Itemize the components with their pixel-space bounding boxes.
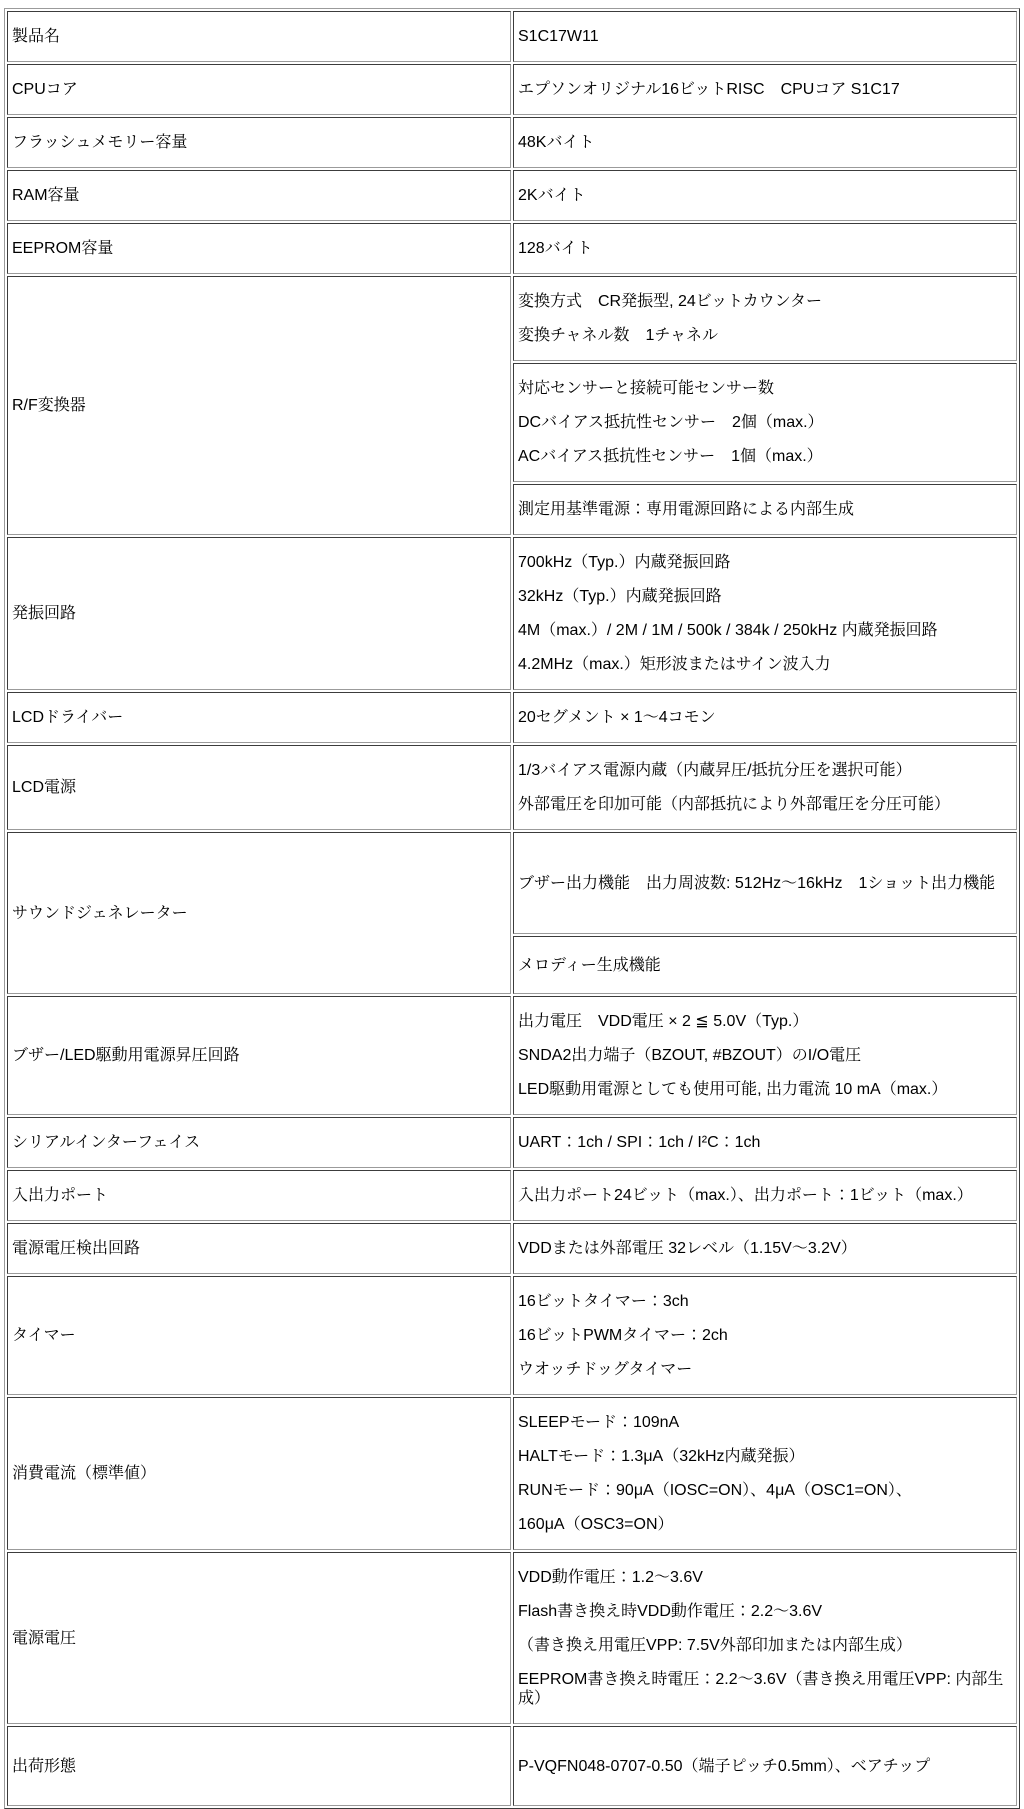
spec-label: CPUコア (12, 81, 78, 98)
spec-value-line: P-VQFN048-0707-0.50（端子ピッチ0.5mm）、ベアチップ (518, 1757, 931, 1775)
spec-label: 入出力ポート (12, 1187, 109, 1204)
spec-label: 製品名 (12, 28, 61, 45)
spec-value-line: VDD動作電圧：1.2～3.6V (518, 1569, 703, 1586)
spec-row (7, 692, 1017, 743)
spec-value-line: SNDA2出力端子（BZOUT, #BZOUT）のI/O電圧 (518, 1047, 862, 1064)
spec-value-line: 16ビットPWMタイマー：2ch (518, 1327, 728, 1344)
spec-label-cell (7, 11, 511, 62)
spec-row (7, 537, 1017, 690)
spec-label: 電源電圧 (12, 1629, 77, 1647)
spec-value-cell (513, 692, 1017, 743)
spec-label: フラッシュメモリー容量 (12, 134, 188, 151)
spec-value-cell (513, 363, 1017, 482)
spec-label-cell (7, 1552, 511, 1724)
spec-value-cell (513, 276, 1017, 361)
spec-value-line: RUNモード：90μA（IOSC=ON）、4μA（OSC1=ON）、 (518, 1482, 912, 1499)
spec-value-line: 外部電圧を印加可能（内部抵抗により外部電圧を分圧可能） (518, 796, 951, 813)
spec-row (7, 996, 1017, 1115)
spec-label-cell (7, 276, 511, 535)
spec-value-line: EEPROM書き換え時電圧：2.2～3.6V（書き換え用電圧VPP: 内部生成） (518, 1671, 1004, 1707)
spec-value-line: 2Kバイト (518, 187, 586, 204)
spec-value-cell (513, 1726, 1017, 1806)
spec-label-cell (7, 996, 511, 1115)
spec-value-line: SLEEPモード：109nA (518, 1414, 680, 1431)
spec-label: サウンドジェネレーター (12, 904, 188, 922)
spec-label-cell (7, 1223, 511, 1274)
spec-value-line: 700kHz（Typ.）内蔵発振回路 (518, 554, 731, 571)
spec-row (7, 1170, 1017, 1221)
spec-label: EEPROM容量 (12, 240, 114, 257)
spec-label-cell (7, 1726, 511, 1806)
spec-value-line: 4.2MHz（max.）矩形波またはサイン波入力 (518, 656, 831, 673)
spec-value-line: （書き換え用電圧VPP: 7.5V外部印加または内部生成） (518, 1637, 912, 1654)
spec-label: 消費電流（標準値） (12, 1465, 157, 1482)
spec-page (4, 8, 1020, 1809)
spec-value-cell (513, 1397, 1017, 1550)
spec-table-body (7, 11, 1017, 1806)
spec-label: LCD電源 (12, 779, 77, 796)
spec-value-cell (513, 745, 1017, 830)
spec-row (7, 223, 1017, 274)
spec-row (7, 1397, 1017, 1550)
spec-label: ブザー/LED駆動用電源昇圧回路 (12, 1047, 240, 1064)
spec-value-cell (513, 996, 1017, 1115)
spec-label: タイマー (12, 1327, 76, 1344)
spec-value-line: ウオッチドッグタイマー (518, 1361, 693, 1378)
spec-label-cell (7, 1170, 511, 1221)
spec-value-line: 48Kバイト (518, 134, 595, 151)
spec-value-line: UART：1ch / SPI：1ch / I²C：1ch (518, 1134, 761, 1151)
spec-value-line: 32kHz（Typ.）内蔵発振回路 (518, 588, 722, 605)
spec-row (7, 276, 1017, 361)
spec-value-line: DCバイアス抵抗性センサー 2個（max.） (518, 414, 824, 431)
spec-value-line: 20セグメント × 1～4コモン (518, 709, 716, 726)
spec-value-line: 160μA（OSC3=ON） (518, 1516, 674, 1533)
spec-value-cell (513, 1223, 1017, 1274)
spec-value-cell (513, 832, 1017, 934)
spec-row (7, 832, 1017, 934)
spec-label: 電源電圧検出回路 (12, 1240, 141, 1257)
spec-label-cell (7, 745, 511, 830)
spec-value-cell (513, 170, 1017, 221)
spec-value-line: 入出力ポート24ビット（max.）、出力ポート：1ビット（max.） (518, 1187, 973, 1204)
spec-value-cell (513, 117, 1017, 168)
spec-value-line: 出力電圧 VDD電圧 × 2 ≦ 5.0V（Typ.） (518, 1013, 809, 1030)
spec-value-line: S1C17W11 (518, 28, 599, 45)
spec-value-cell (513, 1117, 1017, 1168)
spec-value-line: ACバイアス抵抗性センサー 1個（max.） (518, 448, 823, 465)
spec-value-cell (513, 11, 1017, 62)
spec-row (7, 1552, 1017, 1724)
spec-label-cell (7, 1397, 511, 1550)
spec-row (7, 745, 1017, 830)
spec-label: R/F変換器 (12, 397, 86, 414)
spec-label-cell (7, 117, 511, 168)
spec-label: 発振回路 (12, 605, 77, 622)
spec-value-line: 変換チャネル数 1チャネル (518, 327, 718, 344)
spec-value-cell (513, 223, 1017, 274)
spec-row (7, 64, 1017, 115)
spec-row (7, 1117, 1017, 1168)
spec-value-line: 1/3バイアス電源内蔵（内蔵昇圧/抵抗分圧を選択可能） (518, 762, 912, 779)
spec-value-line: 4M（max.）/ 2M / 1M / 500k / 384k / 250kHz 内蔵発振回路 (518, 622, 938, 639)
spec-label-cell (7, 537, 511, 690)
spec-row (7, 1726, 1017, 1806)
spec-value-line: VDDまたは外部電圧 32レベル（1.15V～3.2V） (518, 1240, 857, 1257)
spec-label-cell (7, 692, 511, 743)
spec-value-line: 16ビットタイマー：3ch (518, 1293, 689, 1310)
spec-value-cell (513, 936, 1017, 994)
spec-value-cell (513, 1552, 1017, 1724)
spec-value-line: Flash書き換え時VDD動作電圧：2.2～3.6V (518, 1603, 823, 1620)
spec-value-line: ブザー出力機能 出力周波数: 512Hz～16kHz 1ショット出力機能 (518, 874, 996, 892)
spec-label-cell (7, 1117, 511, 1168)
spec-value-cell (513, 537, 1017, 690)
spec-value-line: 対応センサーと接続可能センサー数 (518, 380, 775, 397)
spec-row (7, 1223, 1017, 1274)
spec-value-line: LED駆動用電源としても使用可能, 出力電流 10 mA（max.） (518, 1081, 948, 1098)
spec-row (7, 117, 1017, 168)
spec-label-cell (7, 170, 511, 221)
spec-label: RAM容量 (12, 187, 80, 204)
spec-value-cell (513, 484, 1017, 535)
spec-row (7, 11, 1017, 62)
spec-label-cell (7, 1276, 511, 1395)
spec-value-line: 128バイト (518, 240, 593, 257)
spec-value-cell (513, 64, 1017, 115)
spec-value-line: 測定用基準電源：専用電源回路による内部生成 (518, 501, 855, 518)
spec-label: 出荷形態 (12, 1757, 77, 1775)
spec-value-line: エプソンオリジナル16ビットRISC CPUコア S1C17 (518, 81, 900, 98)
spec-label: シリアルインターフェイス (12, 1134, 201, 1151)
spec-row (7, 170, 1017, 221)
spec-label-cell (7, 64, 511, 115)
spec-value-cell (513, 1276, 1017, 1395)
spec-value-line: HALTモード：1.3μA（32kHz内蔵発振） (518, 1448, 805, 1465)
spec-value-line: メロディー生成機能 (518, 956, 661, 974)
spec-label-cell (7, 223, 511, 274)
spec-label: LCDドライバー (12, 709, 124, 726)
spec-label-cell (7, 832, 511, 994)
spec-value-cell (513, 1170, 1017, 1221)
spec-row (7, 1276, 1017, 1395)
spec-table (4, 8, 1020, 1809)
spec-value-line: 変換方式 CR発振型, 24ビットカウンター (518, 293, 823, 310)
